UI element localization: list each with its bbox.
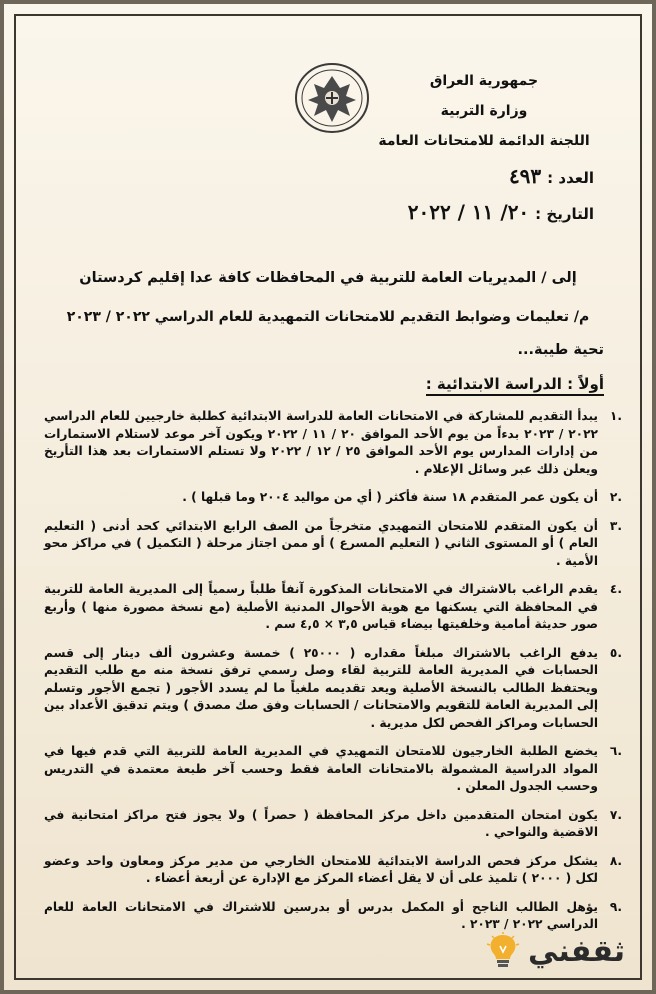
- list-item: .٦ يخضع الطلبة الخارجيون للامتحان التمهيدي في المديرية العامة للتربية التي قدم فيها في المواد الدراسية المشمولة بالامتحانات العامة فقط وحسب آخر طبعة معتمدة في التدريس وحسب الجدول المعلن .: [44, 744, 622, 793]
- list-item: .١ يبدأ التقديم للمشاركة في الامتحانات العامة للدراسة الابتدائية كطلبة خارجيين للعام الدراسي ٢٠٢٢ / ٢٠٢٣ بدءاً من يوم الأحد الموافق ٢٠ / ١١ / ٢٠٢٢ ويكون آخر موعد لاستلام الاستمارات من إدارات المدارس يوم الأحد الموافق ٢٥ / ١٢ / ٢٠٢٢ ولا تستلم الاستمارات بعد هذا التأريخ ويعلن ذلك عبر وسائل الإعلام .: [44, 409, 622, 476]
- list-item: .٣ أن يكون المتقدم للامتحان التمهيدي متخرجاً من الصف الرابع الابتدائي كحد أدنى ( التعليم العام ) أو المستوى الثاني ( التعليم المسرع ) أو ممن اجتاز مرحلة ( التكميل ) في مراكز محو الأمية .: [44, 518, 622, 568]
- instructions-list: [44, 408, 622, 945]
- list-item: .٨ يشكل مركز فحص الدراسة الابتدائية للامتحان الخارجي من مدير مركز ومعاون واحد وعضو لكل ( ٢٠٠٠ ) تلميذ على أن لا يقل أعضاء المركز مع الإدارة عن أربعة أعضاء .: [44, 853, 622, 885]
- document-date: [408, 200, 594, 224]
- list-item: .٧ يكون امتحان المتقدمين داخل مركز المحافظة ( حصراً ) ولا يجوز فتح مراكز امتحانية في الاقضية والنواحي .: [44, 807, 622, 839]
- watermark-text: ثقفني: [528, 933, 626, 969]
- subject-line: م/ تعليمات وضوابط التقديم للامتحانات التمهيدية للعام الدراسي ٢٠٢٢ / ٢٠٢٣: [66, 309, 590, 325]
- addressee-line: إلى / المديريات العامة للتربية في المحافظات كافة عدا إقليم كردستان: [79, 270, 577, 286]
- ministry-name: وزارة التربية: [440, 103, 528, 119]
- document-number: [509, 164, 594, 188]
- list-item: .٥ يدفع الراغب بالاشتراك مبلغاً مقداره ( ٢٥٠٠٠ ) خمسة وعشرون ألف دينار إلى قسم الحسابات في المديرية العامة للتربية لقاء وصل رسمي ترفق نسخة منه مع طلب التقديم ويحتفظ الطالب بالنسخة الأصلية ويعد تقديمه ملغياً ما لم يسدد الأجور ( تجمع الأجور وتسلم إلى المديرية العامة للتقويم والامتحانات / الحسابات وفق صك مصدق ) ويتم تدقيق الأعداد بين الحسابات ومراكز الفحص لكل مديرية .: [44, 645, 622, 730]
- date-value: ٢٠/ ١١ / ٢٠٢٢: [407, 200, 530, 224]
- letterhead: [374, 66, 594, 156]
- lightbulb-icon: [484, 932, 522, 970]
- section-title: أولاً : الدراسة الابتدائية :: [426, 375, 604, 396]
- country-name: جمهورية العراق: [429, 73, 539, 89]
- number-label: العدد :: [547, 169, 594, 187]
- greeting: تحية طيبة...: [517, 342, 604, 358]
- site-watermark: [484, 932, 625, 970]
- list-item: .٩ يؤهل الطالب الناجح أو المكمل بدرس أو بدرسين للاشتراك في الامتحانات العامة للعام الدراسي ٢٠٢٢ / ٢٠٢٣ .: [44, 899, 622, 931]
- committee-name: اللجنة الدائمة للامتحانات العامة: [378, 133, 590, 149]
- number-value: ٤٩٣: [508, 164, 542, 188]
- list-item: .٢ أن يكون عمر المتقدم ١٨ سنة فأكثر ( أي من مواليد ٢٠٠٤ وما قبلها ) .: [182, 490, 622, 504]
- list-item: .٤ يقدم الراغب بالاشتراك في الامتحانات المذكورة آنفاً طلباً رسمياً إلى المديرية العامة للتربية في المحافظة التي يسكنها مع هوية الأحوال المدنية الأصلية (مع نسخة مصورة منها ) وأربع صور حديثة أمامية وخلفيتها بيضاء قياس ٣,٥ × ٤,٥ سم .: [44, 582, 622, 631]
- date-label: التاريخ :: [535, 205, 594, 223]
- ministry-emblem-icon: [292, 60, 372, 136]
